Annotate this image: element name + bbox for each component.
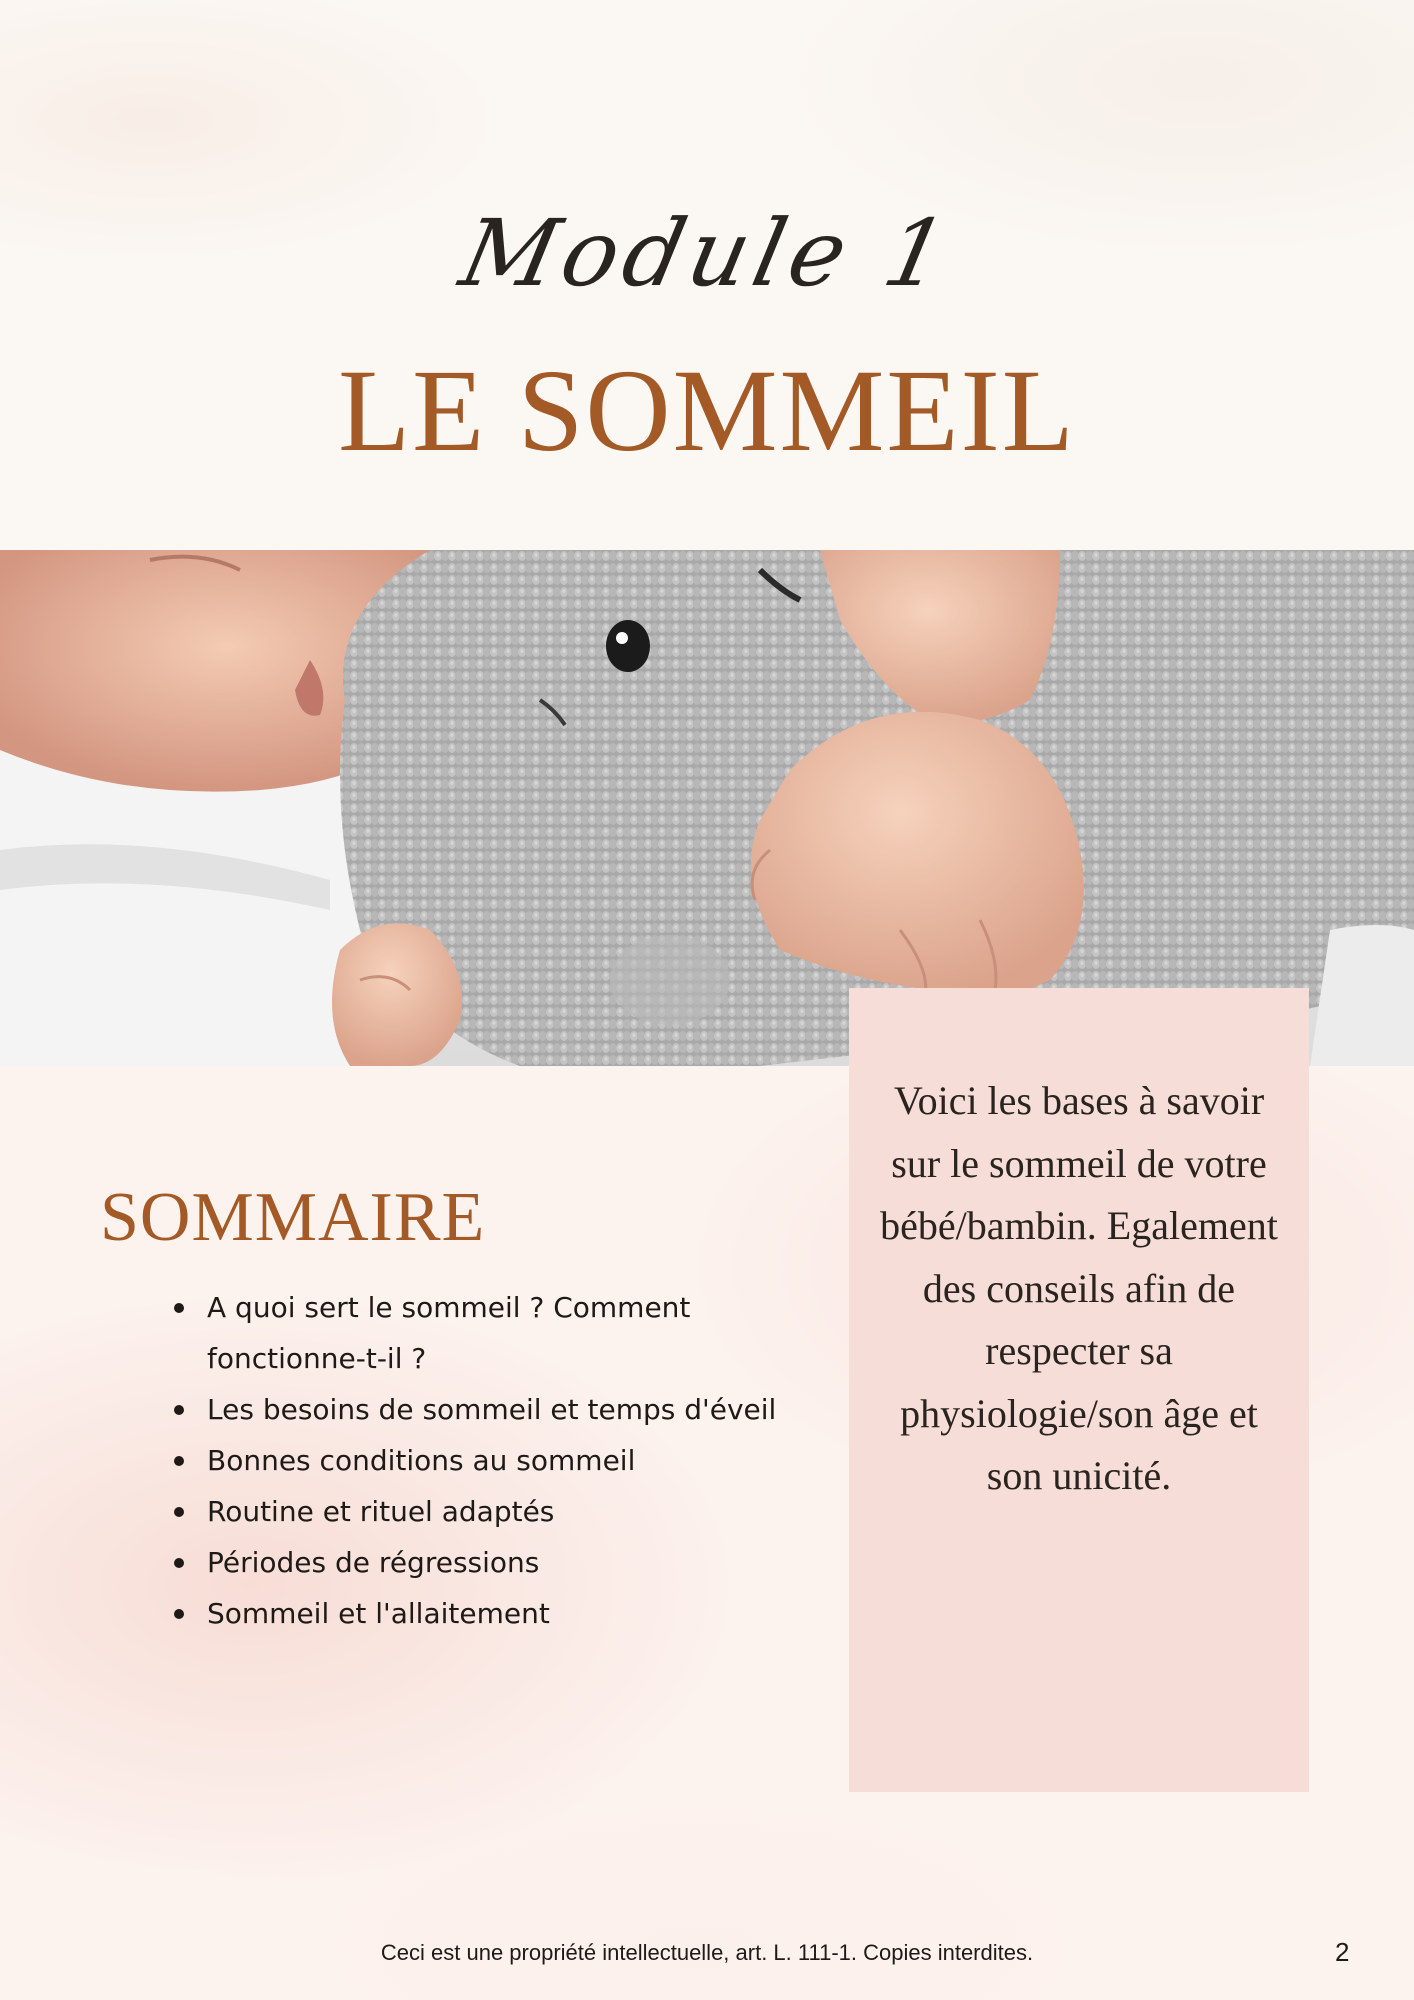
list-item: Périodes de régressions [172,1537,812,1588]
module-label: Module 1 [451,200,963,307]
bullet-icon [174,1456,184,1466]
list-item: Sommeil et l'allaitement [172,1588,812,1639]
bullet-icon [174,1303,184,1313]
list-item: Bonnes conditions au sommeil [172,1435,812,1486]
list-item: A quoi sert le sommeil ? Comment fonctionne-t-il ? [172,1282,812,1384]
list-item: Les besoins de sommeil et temps d'éveil [172,1384,812,1435]
list-item: Routine et rituel adaptés [172,1486,812,1537]
bullet-icon [174,1609,184,1619]
bullet-icon [174,1405,184,1415]
bullet-icon [174,1507,184,1517]
sommaire-heading: SOMMAIRE [100,1179,486,1256]
page-title: LE SOMMEIL [338,345,1076,476]
copyright-notice: Ceci est une propriété intellectuelle, art. L. 111-1. Copies interdites. [380,1940,1034,1965]
page-number: 2 [1335,1937,1350,1967]
intro-box [849,988,1309,1792]
bullet-icon [174,1558,184,1568]
sommaire-list [172,1282,812,1639]
intro-text: Voici les bases à savoir sur le sommeil de votre bébé/bambin. Egalement des conseils afin de respecter sa physiologie/son âge et son unicité. [880,1078,1278,1498]
